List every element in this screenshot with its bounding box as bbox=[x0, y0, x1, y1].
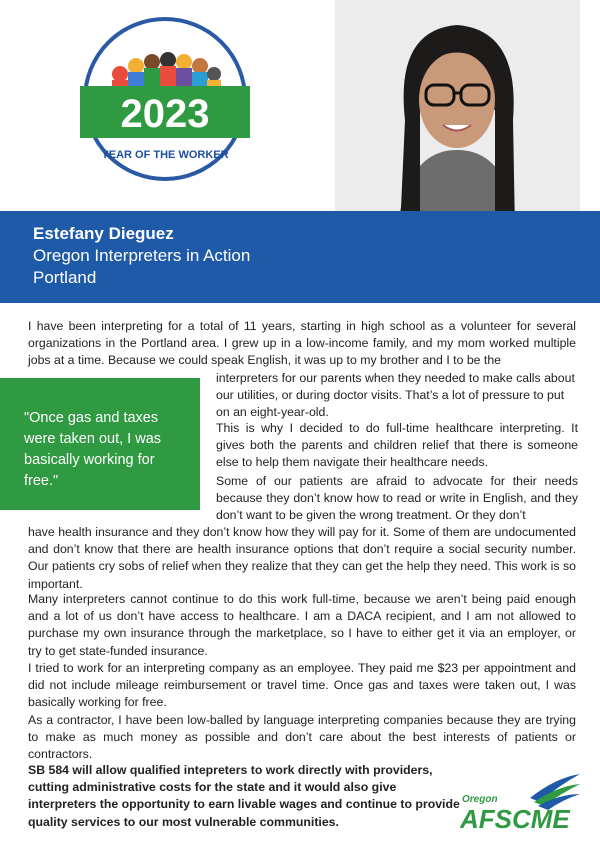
story-paragraph-3-continued: have health insurance and they don’t know how they will pay for it. Some of them are undocumented and don’t know that there are health insurance options that don’t require a social security number. Our patients cry sobs of relief when they realize that they can get the help they need. This work is so important. bbox=[28, 525, 576, 591]
story-paragraph-4: Many interpreters cannot continue to do this work full-time, because we aren’t being paid enough and a lot of us don’t have access to healthcare. I am a DACA recipient, and I am not allowed to purchase my own insurance through the marketplace, so I have to either get it via an employer, or try to get state-funded insurance. bbox=[28, 592, 576, 658]
story-paragraph-5: I tried to work for an interpreting company as an employee. They paid me $23 per appointment and did not include mileage reimbursement or travel time. Once gas and taxes were taken out, I was basically working for free. bbox=[28, 661, 576, 710]
logo-state: Oregon bbox=[462, 794, 498, 805]
bill-statement: SB 584 will allow qualified intepreters to work directly with providers, cutting administrative costs for the state and it would also give interpreters the opportunity to earn livable wages and continue to provide quality services to our most vulnerable communities. bbox=[28, 763, 460, 829]
story-paragraph-1: I have been interpreting for a total of 11 years, starting in high school as a volunteer for several organizations in the Portland area. I grew up in a low-income family, and my mom worked multiple jobs at a time. Because we could speak English, it was up to my brother and I to be the bbox=[28, 319, 576, 368]
worker-name: Estefany Dieguez bbox=[33, 224, 174, 243]
oregon-afscme-logo bbox=[460, 768, 582, 832]
badge-caption: YEAR OF THE WORKER bbox=[101, 149, 229, 161]
story-paragraph-6: As a contractor, I have been low-balled by language interpreting companies because they are trying to make as much money as possible and don’t care about the best interests of patients or contractors. bbox=[28, 713, 576, 762]
year-of-the-worker-badge bbox=[80, 14, 250, 184]
logo-union: AFSCME bbox=[460, 804, 570, 832]
profile-details bbox=[33, 223, 250, 289]
story-paragraph-1-continued: interpreters for our parents when they needed to make calls about our utilities, or during doctor visits. That’s a lot of pressure to put on an eight-year-old. bbox=[216, 371, 575, 420]
pull-quote: "Once gas and taxes were taken out, I was basically working for free." bbox=[24, 410, 162, 489]
story-paragraph-3: Some of our patients are afraid to advocate for their needs because they don’t know how to read or write in English, and they don’t want to be given the wrong treatment. Or they don’t bbox=[216, 474, 578, 523]
worker-organization: Oregon Interpreters in Action bbox=[33, 246, 251, 265]
badge-year: 2023 bbox=[120, 92, 210, 136]
worker-city: Portland bbox=[33, 268, 97, 287]
story-paragraph-2: This is why I decided to do full-time healthcare interpreting. It gives both the parents and children relief that there is someone else to help them navigate their healthcare needs. bbox=[216, 421, 578, 470]
